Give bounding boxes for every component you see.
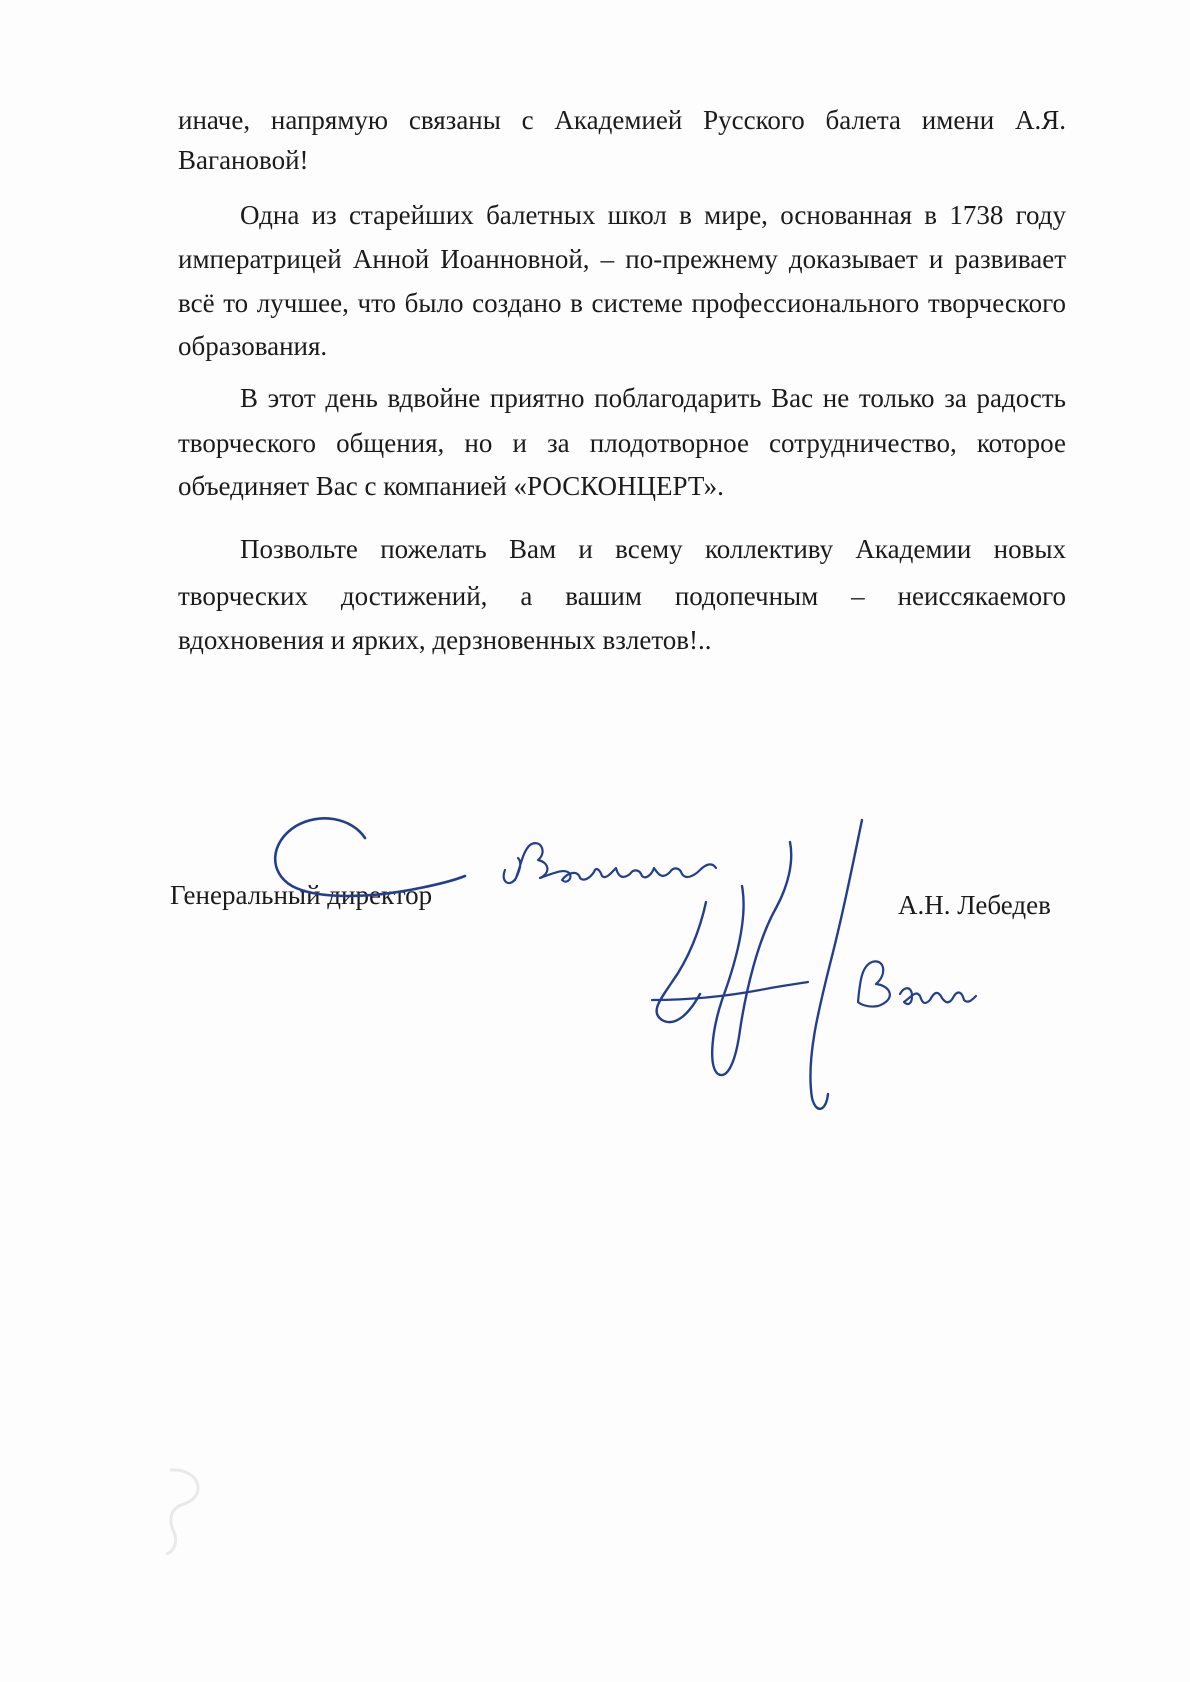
paragraph-4-line-2: творческих достижений, а вашим подопечным – неиссякаемого bbox=[178, 581, 1066, 611]
paragraph-3-line-1: В этот день вдвойне приятно поблагодарить Вас не только за радость bbox=[240, 383, 1066, 413]
signature-stroke-3 bbox=[810, 820, 862, 1109]
paragraph-2-line-3: всё то лучшее, что было создано в системе профессионального творческого bbox=[178, 288, 1066, 318]
watermark-mark bbox=[150, 1460, 220, 1560]
note-stroke-c bbox=[275, 818, 465, 896]
paragraph-4-line-3: вдохновения и ярких, дерзновенных взлетов!.. bbox=[178, 625, 712, 655]
paragraph-1-line-2: Вагановой! bbox=[178, 145, 309, 175]
watermark-stroke bbox=[166, 1470, 198, 1554]
signer-name: А.Н. Лебедев bbox=[898, 890, 1051, 920]
paragraph-3-line-3: объединяет Вас с компанией «РОСКОНЦЕРТ». bbox=[178, 471, 724, 501]
note-stroke-vam bbox=[858, 961, 976, 1006]
paragraph-2-line-4: образования. bbox=[178, 331, 328, 361]
position-title: Генеральный директор bbox=[170, 880, 433, 910]
note-stroke-uvazheniem bbox=[504, 843, 716, 883]
signature-stroke-2 bbox=[712, 842, 791, 1075]
paragraph-1-line-1: иначе, напрямую связаны с Академией Русского балета имени А.Я. bbox=[178, 105, 1066, 135]
handwritten-note-strokes bbox=[275, 818, 976, 1108]
signature-stroke-4 bbox=[652, 982, 808, 1000]
paragraph-3-line-2: творческого общения, но и за плодотворное сотрудничество, которое bbox=[178, 428, 1066, 458]
paragraph-2-line-1: Одна из старейших балетных школ в мире, основанная в 1738 году bbox=[240, 200, 1066, 230]
signature-stroke-1 bbox=[657, 902, 706, 1022]
paragraph-2-line-2: императрицей Анной Иоанновной, – по-прежнему доказывает и развивает bbox=[178, 244, 1066, 274]
paragraph-4-line-1: Позвольте пожелать Вам и всему коллективу Академии новых bbox=[240, 534, 1066, 564]
